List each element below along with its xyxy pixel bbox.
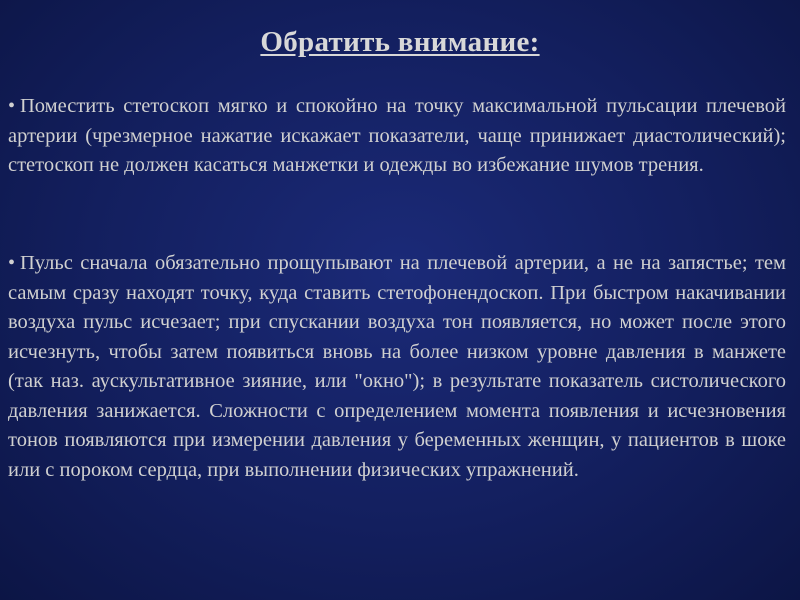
paragraph-text: Пульс сначала обязательно прощупывают на плечевой артерии, а не на запястье; тем самым сразу находят точку, куда ставить стетофонендоскоп. При быстром накачивании воздуха пульс исчезает; при спускании воздуха тон появляется, но может после этого исчезнуть, чтобы затем появиться вновь на более низком уровне давления в манжете (так наз. аускультативное зияние, или "окно"); в результате показатель систолического давления занижается. Сложности с определением момента появления и исчезновения тонов появляются при измерении давления у беременных женщин, у пациентов в шоке или с пороком сердца, при выполнении физических упражнений. bbox=[8, 252, 786, 481]
bullet-icon: • bbox=[8, 95, 16, 117]
bullet-paragraph-2 bbox=[8, 249, 786, 485]
slide-title: Обратить внимание: bbox=[260, 26, 540, 58]
bullet-paragraph-1 bbox=[8, 92, 786, 181]
paragraph-text: Поместить стетоскоп мягко и спокойно на точку максимальной пульсации плечевой артерии (чрезмерное нажатие искажает показатели, чаще принижает диастолический); стетоскоп не должен касаться манжетки и одежды во избежание шумов трения. bbox=[8, 95, 786, 176]
bullet-icon: • bbox=[8, 252, 16, 274]
